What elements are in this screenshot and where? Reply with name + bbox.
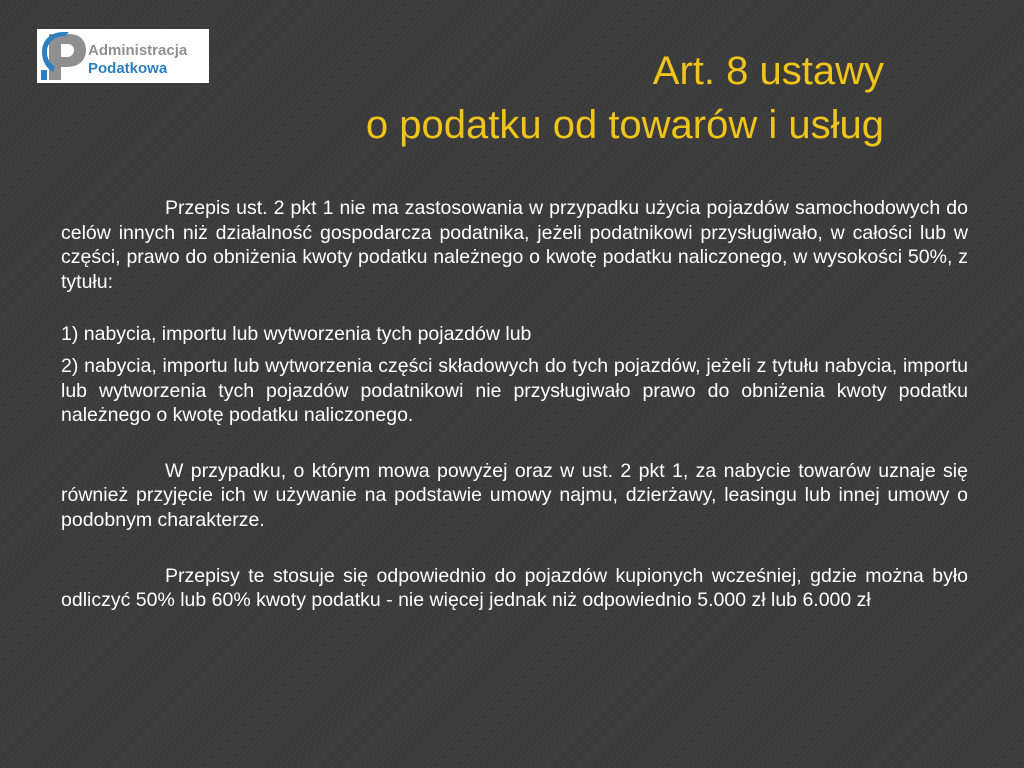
list-item-1: 1) nabycia, importu lub wytworzenia tych pojazdów lub [61, 323, 532, 346]
slide-title-line2: o podatku od towarów i usług [365, 103, 884, 147]
logo-mark-icon [39, 30, 89, 82]
paragraph-przepisy: Przepisy te stosuje się odpowiednio do pojazdów kupionych wcześniej, gdzie można było odliczyć 50% lub 60% kwoty podatku - nie więcej jednak niż odpowiednio 5.000 zł lub 6.000 zł [61, 564, 968, 612]
slide-title-line1: Art. 8 ustawy [652, 49, 884, 93]
paragraph-przepis: Przepis ust. 2 pkt 1 nie ma zastosowania w przypadku użycia pojazdów samochodowych do celów innych niż działalność gospodarcza podatnika, jeżeli podatnikowi przysługiwało, w całości lub w części, prawo do obniżenia kwoty podatku należnego o kwotę podatku naliczonego, w wysokości 50%, z tytułu: [61, 197, 968, 293]
list-item-2: 2) nabycia, importu lub wytworzenia części składowych do tych pojazdów, jeżeli z tytułu nabycia, importu lub wytworzenia tych pojazdów podatnikowi nie przysługiwało prawo do obniżenia kwoty podatku należnego o kwotę podatku naliczonego. [61, 354, 968, 427]
logo-text-podatkowa: Podatkowa [88, 60, 168, 77]
slide-title [366, 44, 884, 152]
slide-body [61, 196, 968, 613]
logo-text-administracja: Administracja [88, 42, 188, 59]
paragraph-w-przypadku: W przypadku, o którym mowa powyżej oraz w ust. 2 pkt 1, za nabycie towarów uznaje się również przyjęcie ich w używanie na podstawie umowy najmu, dzierżawy, leasingu lub innej umowy o podobnym charakterze. [61, 459, 968, 531]
administracja-podatkowa-logo [37, 29, 209, 83]
